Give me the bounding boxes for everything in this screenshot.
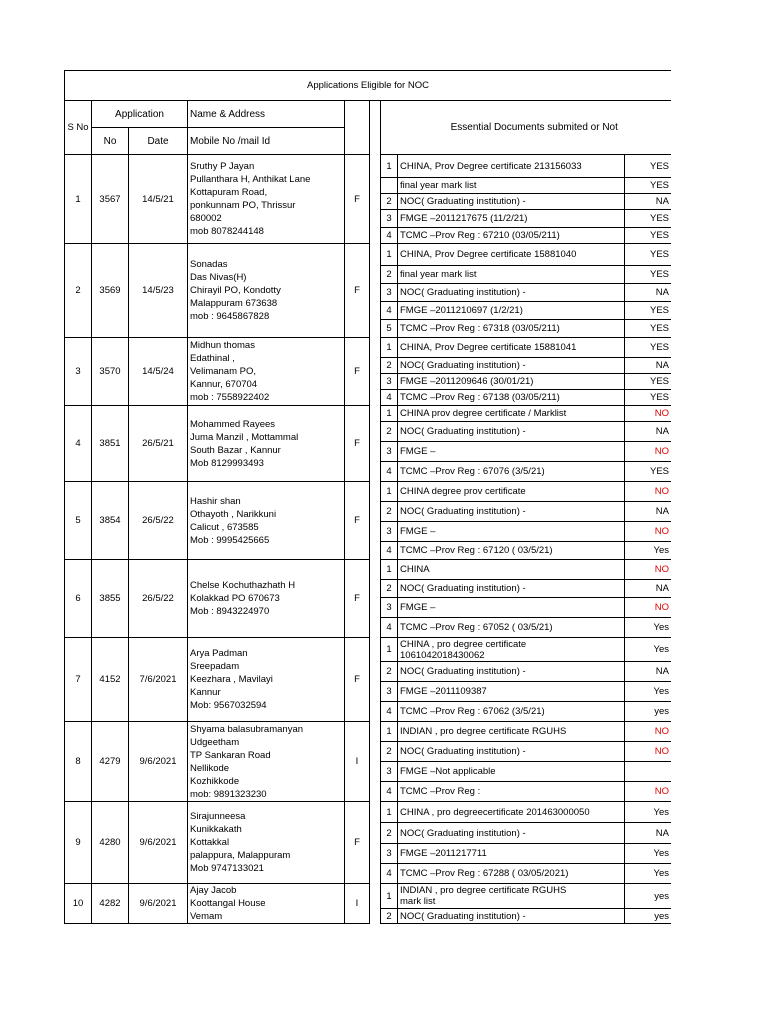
doc-status: NA <box>625 502 672 522</box>
record-gap <box>370 560 381 638</box>
doc-number: 1 <box>381 155 398 178</box>
table-row <box>65 406 672 422</box>
address-line: mob 8078244148 <box>190 226 264 237</box>
doc-number: 2 <box>381 266 398 284</box>
doc-description <box>398 284 625 302</box>
doc-description <box>398 302 625 320</box>
record-gender: I <box>345 884 370 924</box>
doc-number: 1 <box>381 638 398 662</box>
doc-status: NO <box>625 598 672 618</box>
record-gap <box>370 244 381 338</box>
doc-number: 1 <box>381 802 398 823</box>
record-application-date: 9/6/2021 <box>129 884 188 924</box>
doc-status: YES <box>625 244 672 266</box>
doc-status: YES <box>625 462 672 482</box>
doc-description-line: FMGE –2011109387 <box>400 686 487 697</box>
record-sno: 7 <box>65 638 92 722</box>
doc-status: NO <box>625 482 672 502</box>
address-line: Chelse Kochuthazhath H <box>190 580 296 591</box>
doc-status: yes <box>625 702 672 722</box>
doc-description-line: NOC( Graduating institution) - <box>400 746 526 757</box>
doc-description-line: FMGE – <box>400 602 436 613</box>
address-line: Mob: 9567032594 <box>190 700 267 711</box>
doc-number: 4 <box>381 702 398 722</box>
record-gap <box>370 722 381 802</box>
record-gap <box>370 884 381 924</box>
doc-description <box>398 742 625 762</box>
noc-applications-sheet <box>64 70 671 946</box>
doc-description <box>398 178 625 194</box>
address-line: Koottangal House <box>190 898 266 909</box>
doc-description-line: INDIAN , pro degree certificate RGUHS <box>400 726 567 737</box>
doc-status: NA <box>625 284 672 302</box>
address-line: Kottakkal <box>190 837 230 848</box>
record-sno: 6 <box>65 560 92 638</box>
table-row <box>65 884 672 909</box>
doc-number: 3 <box>381 598 398 618</box>
doc-description-line: CHINA <box>400 564 430 575</box>
doc-number: 4 <box>381 462 398 482</box>
doc-description <box>398 374 625 390</box>
doc-description-line: CHINA, Prov Degree certificate 213156033 <box>400 160 582 172</box>
address-line: Kottapuram Road, <box>190 187 268 198</box>
record-sno: 5 <box>65 482 92 560</box>
doc-description-line: final year mark list <box>400 269 477 280</box>
doc-description <box>398 244 625 266</box>
doc-description-line: TCMC –Prov Reg : <box>400 786 481 797</box>
doc-status: YES <box>625 266 672 284</box>
record-gap <box>370 406 381 482</box>
doc-description <box>398 502 625 522</box>
doc-description-line: NOC( Graduating institution) - <box>400 287 526 298</box>
address-line: Mob : 8943224970 <box>190 606 270 617</box>
doc-description <box>398 194 625 210</box>
doc-description <box>398 560 625 580</box>
doc-description <box>398 422 625 442</box>
doc-description <box>398 762 625 782</box>
record-gender: F <box>345 338 370 406</box>
doc-status: NO <box>625 522 672 542</box>
doc-status: Yes <box>625 638 672 662</box>
noc-table <box>64 70 671 924</box>
record-gender: F <box>345 638 370 722</box>
address-line: Sirajunneesa <box>190 811 246 822</box>
record-gender: I <box>345 722 370 802</box>
record-name-address <box>188 155 345 244</box>
doc-description <box>398 782 625 802</box>
doc-description-line: TCMC –Prov Reg : 67076 (3/5/21) <box>400 466 545 477</box>
doc-status: yes <box>625 909 672 924</box>
doc-description <box>398 442 625 462</box>
doc-status: YES <box>625 320 672 338</box>
doc-status <box>625 762 672 782</box>
address-line: Arya Padman <box>190 648 248 659</box>
doc-description <box>398 864 625 884</box>
record-sno: 10 <box>65 884 92 924</box>
address-line: Malappuram 673638 <box>190 298 278 309</box>
doc-number: 4 <box>381 782 398 802</box>
doc-description <box>398 542 625 560</box>
doc-status: Yes <box>625 844 672 864</box>
record-gap <box>370 802 381 884</box>
record-gap <box>370 638 381 722</box>
doc-description <box>398 406 625 422</box>
doc-description-line: FMGE –2011217675 (11/2/21) <box>400 213 528 224</box>
doc-status: NO <box>625 406 672 422</box>
record-gender: F <box>345 155 370 244</box>
table-row <box>65 722 672 742</box>
record-application-no: 3569 <box>92 244 129 338</box>
record-application-no: 3855 <box>92 560 129 638</box>
doc-number: 4 <box>381 618 398 638</box>
doc-status: NA <box>625 662 672 682</box>
doc-number: 2 <box>381 823 398 844</box>
header-mobile: Mobile No /mail Id <box>188 128 345 155</box>
address-line: Kannur <box>190 687 221 698</box>
record-application-no: 4279 <box>92 722 129 802</box>
record-application-no: 4152 <box>92 638 129 722</box>
doc-description <box>398 358 625 374</box>
address-line: Ajay Jacob <box>190 885 237 896</box>
record-sno: 9 <box>65 802 92 884</box>
doc-description-line: NOC( Graduating institution) - <box>400 666 526 677</box>
record-gap <box>370 482 381 560</box>
doc-number: 4 <box>381 302 398 320</box>
doc-number: 1 <box>381 244 398 266</box>
address-line: Sonadas <box>190 259 228 270</box>
doc-number: 2 <box>381 909 398 924</box>
address-line: Sreepadam <box>190 661 240 672</box>
address-line: ponkunnam PO, Thrissur <box>190 200 296 211</box>
table-body <box>65 71 672 924</box>
doc-number: 4 <box>381 390 398 406</box>
doc-description <box>398 618 625 638</box>
table-row <box>65 244 672 266</box>
record-sno: 2 <box>65 244 92 338</box>
record-name-address <box>188 722 345 802</box>
doc-status: Yes <box>625 542 672 560</box>
address-line: South Bazar , Kannur <box>190 444 281 456</box>
doc-number: 3 <box>381 210 398 228</box>
doc-description <box>398 823 625 844</box>
address-line: Midhun thomas <box>190 340 255 351</box>
doc-description-line: CHINA prov degree certificate / Marklist <box>400 408 567 419</box>
header-no: No <box>92 128 129 155</box>
record-application-date: 9/6/2021 <box>129 722 188 802</box>
address-line: Othayoth , Narikkuni <box>190 508 277 520</box>
record-name-address <box>188 406 345 482</box>
doc-description-line: CHINA, Prov Degree certificate 15881040 <box>400 249 577 260</box>
doc-description <box>398 462 625 482</box>
record-application-date: 9/6/2021 <box>129 802 188 884</box>
table-row <box>65 638 672 662</box>
doc-status: NA <box>625 358 672 374</box>
record-application-date: 26/5/22 <box>129 482 188 560</box>
record-name-address <box>188 482 345 560</box>
record-application-date: 14/5/21 <box>129 155 188 244</box>
doc-description-line: INDIAN , pro degree certificate RGUHS <box>400 885 567 897</box>
doc-description-line: NOC( Graduating institution) - <box>400 583 526 594</box>
doc-status: YES <box>625 302 672 320</box>
record-application-no: 3570 <box>92 338 129 406</box>
doc-status: YES <box>625 210 672 228</box>
doc-description-line: 1061042018430062 <box>400 649 485 661</box>
doc-description-line: TCMC –Prov Reg : 67052 ( 03/5/21) <box>400 622 553 633</box>
doc-status: yes <box>625 884 672 909</box>
doc-number: 1 <box>381 338 398 358</box>
table-row <box>65 338 672 358</box>
doc-description-line: NOC( Graduating institution) - <box>400 827 526 839</box>
doc-number <box>381 178 398 194</box>
doc-description <box>398 482 625 502</box>
record-gender: F <box>345 406 370 482</box>
doc-number: 3 <box>381 442 398 462</box>
doc-number: 5 <box>381 320 398 338</box>
doc-description-line: NOC( Graduating institution) - <box>400 426 526 437</box>
header-doc-num <box>381 101 398 155</box>
doc-description-line: CHINA degree prov certificate <box>400 486 526 497</box>
doc-description-line: TCMC –Prov Reg : 67288 ( 03/05/2021) <box>400 868 569 879</box>
address-line: Nellikode <box>190 762 230 774</box>
address-line: Shyama balasubramanyan <box>190 723 304 735</box>
doc-status: Yes <box>625 802 672 823</box>
doc-status: NO <box>625 560 672 580</box>
record-gender: F <box>345 482 370 560</box>
doc-description <box>398 802 625 823</box>
header-blank-cell-2 <box>345 128 370 155</box>
table-row <box>65 802 672 823</box>
doc-number: 2 <box>381 422 398 442</box>
doc-description-line: final year mark list <box>400 180 477 191</box>
doc-description <box>398 884 625 909</box>
address-line: Mob 8129993493 <box>190 457 264 469</box>
doc-description-line: mark list <box>400 896 436 908</box>
doc-description-line: NOC( Graduating institution) - <box>400 506 526 517</box>
doc-number: 4 <box>381 228 398 244</box>
doc-status: NA <box>625 823 672 844</box>
address-line: Chirayil PO, Kondotty <box>190 285 281 296</box>
doc-description <box>398 155 625 178</box>
address-line: mob: 9891323230 <box>190 788 267 800</box>
doc-number: 3 <box>381 374 398 390</box>
doc-number: 1 <box>381 722 398 742</box>
doc-number: 2 <box>381 502 398 522</box>
doc-description <box>398 702 625 722</box>
doc-description <box>398 844 625 864</box>
doc-number: 3 <box>381 762 398 782</box>
doc-description-line: TCMC –Prov Reg : 67138 (03/05/211) <box>400 392 560 403</box>
record-name-address <box>188 560 345 638</box>
record-sno: 3 <box>65 338 92 406</box>
address-line: Edathinal , <box>190 353 235 364</box>
doc-status: YES <box>625 178 672 194</box>
doc-status: Yes <box>625 682 672 702</box>
doc-description <box>398 390 625 406</box>
doc-number: 2 <box>381 662 398 682</box>
doc-description-line: FMGE –Not applicable <box>400 766 496 777</box>
doc-number: 2 <box>381 358 398 374</box>
doc-number: 3 <box>381 522 398 542</box>
doc-description-line: NOC( Graduating institution) - <box>400 360 526 371</box>
doc-number: 2 <box>381 194 398 210</box>
doc-description-line: TCMC –Prov Reg : 67210 (03/05/211) <box>400 230 560 241</box>
record-application-date: 14/5/24 <box>129 338 188 406</box>
doc-status: NO <box>625 442 672 462</box>
record-application-no: 4280 <box>92 802 129 884</box>
doc-description <box>398 228 625 244</box>
doc-status: Yes <box>625 618 672 638</box>
doc-description <box>398 662 625 682</box>
table-row <box>65 482 672 502</box>
address-line: TP Sankaran Road <box>190 749 271 761</box>
doc-description <box>398 722 625 742</box>
address-line: Pullanthara H, Anthikat Lane <box>190 174 311 185</box>
doc-description-line: TCMC –Prov Reg : 67318 (03/05/211) <box>400 323 560 334</box>
doc-description <box>398 522 625 542</box>
record-sno: 1 <box>65 155 92 244</box>
header-date: Date <box>129 128 188 155</box>
doc-number: 4 <box>381 864 398 884</box>
doc-description <box>398 682 625 702</box>
doc-description-line: FMGE – <box>400 446 436 457</box>
record-gender: F <box>345 802 370 884</box>
doc-description-line: FMGE –2011209646 (30/01/21) <box>400 376 534 387</box>
doc-description-line: FMGE – <box>400 526 436 537</box>
table-row <box>65 560 672 580</box>
doc-number: 1 <box>381 884 398 909</box>
address-line: 680002 <box>190 213 222 224</box>
doc-number: 1 <box>381 482 398 502</box>
doc-number: 2 <box>381 742 398 762</box>
record-gender: F <box>345 560 370 638</box>
address-line: Calicut , 673585 <box>190 521 259 533</box>
table-row <box>65 155 672 178</box>
doc-description-line: CHINA , pro degree certificate <box>400 638 527 650</box>
doc-number: 3 <box>381 844 398 864</box>
doc-number: 4 <box>381 542 398 560</box>
doc-status: NA <box>625 422 672 442</box>
doc-description-line: FMGE –2011210697 (1/2/21) <box>400 305 523 316</box>
doc-description-line: TCMC –Prov Reg : 67120 ( 03/5/21) <box>400 545 553 556</box>
address-line: Hashir shan <box>190 495 241 507</box>
record-name-address <box>188 884 345 924</box>
doc-description-line: CHINA , pro degreecertificate 201463000050 <box>400 806 590 818</box>
doc-description-line: CHINA, Prov Degree certificate 15881041 <box>400 342 577 353</box>
doc-status: NO <box>625 742 672 762</box>
doc-description <box>398 210 625 228</box>
doc-description-line: NOC( Graduating institution) - <box>400 910 526 922</box>
doc-description-line: FMGE –2011217711 <box>400 848 487 859</box>
record-gender: F <box>345 244 370 338</box>
address-line: Kolakkad PO 670673 <box>190 593 280 604</box>
doc-description <box>398 598 625 618</box>
sheet-title: Applications Eligible for NOC <box>65 71 672 101</box>
doc-description <box>398 266 625 284</box>
header-gap <box>370 101 381 155</box>
address-line: mob : 7558922402 <box>190 392 270 403</box>
doc-description <box>398 638 625 662</box>
record-name-address <box>188 244 345 338</box>
address-line: Kunikkakath <box>190 824 242 835</box>
record-application-no: 3567 <box>92 155 129 244</box>
doc-number: 1 <box>381 406 398 422</box>
doc-description-line: TCMC –Prov Reg : 67062 (3/5/21) <box>400 706 545 717</box>
record-application-no: 3854 <box>92 482 129 560</box>
doc-status: Yes <box>625 864 672 884</box>
record-application-date: 26/5/22 <box>129 560 188 638</box>
record-application-date: 26/5/21 <box>129 406 188 482</box>
doc-description <box>398 580 625 598</box>
address-line: mob : 9645867828 <box>190 311 270 322</box>
doc-status: NO <box>625 722 672 742</box>
doc-description <box>398 320 625 338</box>
address-line: Mob 9747133021 <box>190 863 264 874</box>
address-line: Velimanam PO, <box>190 366 256 377</box>
address-line: Kozhikkode <box>190 775 240 787</box>
doc-status: NO <box>625 782 672 802</box>
address-line: Juma Manzil , Mottammal <box>190 431 299 443</box>
doc-status: YES <box>625 155 672 178</box>
doc-number: 1 <box>381 560 398 580</box>
record-name-address <box>188 338 345 406</box>
doc-status: NA <box>625 580 672 598</box>
record-application-date: 7/6/2021 <box>129 638 188 722</box>
address-line: Keezhara , Mavilayi <box>190 674 273 685</box>
doc-status: YES <box>625 390 672 406</box>
header-sno: S No <box>65 101 92 155</box>
address-line: Udgeetham <box>190 736 240 748</box>
doc-status: NA <box>625 194 672 210</box>
doc-status: YES <box>625 228 672 244</box>
doc-description <box>398 909 625 924</box>
address-line: Mohammed Rayees <box>190 418 276 430</box>
doc-number: 2 <box>381 580 398 598</box>
record-name-address <box>188 638 345 722</box>
record-sno: 4 <box>65 406 92 482</box>
address-line: Das Nivas(H) <box>190 272 247 283</box>
doc-description <box>398 338 625 358</box>
address-line: Sruthy P Jayan <box>190 161 255 172</box>
address-line: palappura, Malappuram <box>190 850 291 861</box>
doc-status: YES <box>625 374 672 390</box>
header-blank-cell <box>345 101 370 128</box>
header-name-address: Name & Address <box>188 101 345 128</box>
doc-description-line: NOC( Graduating institution) - <box>400 196 526 207</box>
header-application: Application <box>92 101 188 128</box>
record-application-no: 4282 <box>92 884 129 924</box>
record-gap <box>370 338 381 406</box>
doc-status: YES <box>625 338 672 358</box>
header-essential-docs: Essential Documents submited or Not <box>398 101 672 155</box>
address-line: Vemam <box>190 911 223 922</box>
doc-number: 3 <box>381 682 398 702</box>
record-sno: 8 <box>65 722 92 802</box>
record-application-date: 14/5/23 <box>129 244 188 338</box>
record-gap <box>370 155 381 244</box>
record-name-address <box>188 802 345 884</box>
doc-number: 3 <box>381 284 398 302</box>
address-line: Kannur, 670704 <box>190 379 258 390</box>
record-application-no: 3851 <box>92 406 129 482</box>
address-line: Mob : 9995425665 <box>190 534 270 546</box>
